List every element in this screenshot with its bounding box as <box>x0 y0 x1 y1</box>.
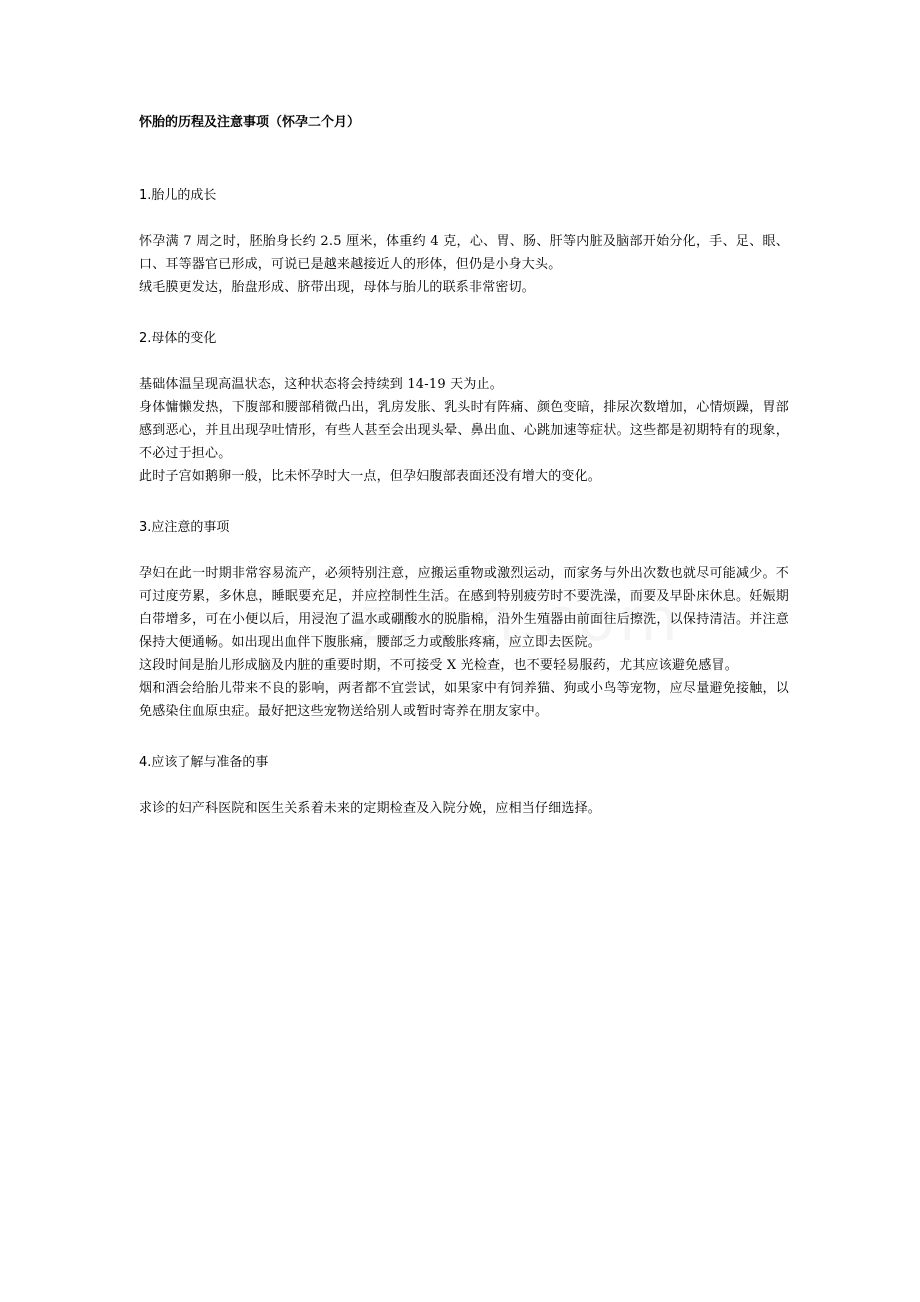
section-maternal-changes <box>139 329 789 488</box>
document-title: 怀胎的历程及注意事项（怀孕二个月） <box>139 115 361 130</box>
section-heading: 2.母体的变化 <box>139 331 217 346</box>
paragraph: 绒毛膜更发达，胎盘形成、脐带出现，母体与胎儿的联系非常密切。 <box>139 280 536 295</box>
section-heading: 1.胎儿的成长 <box>139 188 217 203</box>
section-spacer <box>139 773 789 797</box>
paragraph: 烟和酒会给胎儿带来不良的影响，两者都不宜尝试，如果家中有饲养猫、狗或小鸟等宠物，应尽量避免接触，以免感染住血原虫症。最好把这些宠物送给别人或暂时寄养在朋友家中。 <box>139 681 789 719</box>
section-spacer <box>139 538 789 562</box>
section-fetal-growth <box>139 186 789 299</box>
paragraph: 求诊的妇产科医院和医生关系着未来的定期检查及入院分娩，应相当仔细选择。 <box>139 801 602 816</box>
section-heading: 3.应注意的事项 <box>139 520 230 535</box>
paragraph: 此时子宫如鹅卵一般，比未怀孕时大一点，但孕妇腹部表面还没有增大的变化。 <box>139 469 602 484</box>
section-precautions <box>139 518 789 723</box>
paragraph: 这段时间是胎儿形成脑及内脏的重要时期，不可接受 X 光检查，也不要轻易服药，尤其应该避免感冒。 <box>139 658 738 673</box>
paragraph: 身体慵懒发热，下腹部和腰部稍微凸出，乳房发胀、乳头时有阵痛、颜色变暗，排尿次数增加，心情烦躁，胃部感到恶心，并且出现孕吐情形，有些人甚至会出现头晕、鼻出血、心跳加速等症状。这些都是初期特有的现象，不必过于担心。 <box>139 400 789 461</box>
section-preparation <box>139 753 789 820</box>
document-body <box>139 113 789 820</box>
section-spacer <box>139 349 789 373</box>
paragraph: 孕妇在此一时期非常容易流产，必须特别注意，应搬运重物或激烈运动，而家务与外出次数也就尽可能减少。不可过度劳累，多休息，睡眠要充足，并应控制性生活。在感到特别疲劳时不要洗澡，而要及早卧床休息。妊娠期白带增多，可在小便以后，用浸泡了温水或硼酸水的脱脂棉，沿外生殖器由前面往后擦洗，以保持清洁。并注意保持大便通畅。如出现出血伴下腹胀痛，腰部乏力或酸胀疼痛，应立即去医院。 <box>139 566 789 650</box>
section-heading: 4.应该了解与准备的事 <box>139 755 269 770</box>
section-spacer <box>139 206 789 230</box>
paragraph: 基础体温呈现高温状态，这种状态将会持续到 14-19 天为止。 <box>139 377 503 392</box>
paragraph: 怀孕满 7 周之时，胚胎身长约 2.5 厘米，体重约 4 克，心、胃、肠、肝等内脏及脑部开始分化，手、足、眼、口、耳等器官已形成，可说已是越来越接近人的形体，但仍是小身大头。 <box>139 234 789 272</box>
